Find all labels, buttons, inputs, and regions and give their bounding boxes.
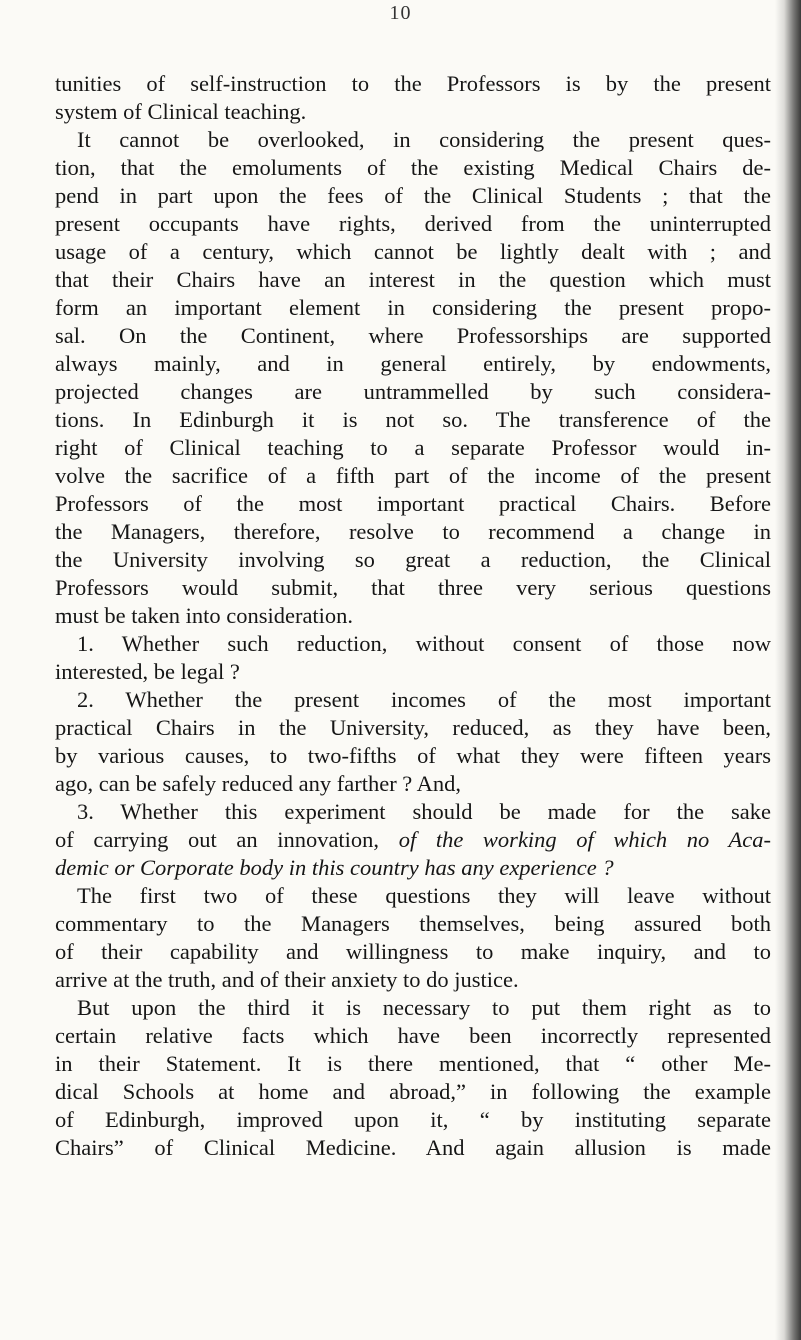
text-line-roman: dical Schools at home and abroad,” in following the example (55, 1079, 771, 1104)
text-line-roman: The first two of these questions they will leave without (77, 883, 771, 908)
text-line-roman: always mainly, and in general entirely, by endowments, (55, 351, 771, 376)
text-line (55, 826, 771, 854)
text-line (55, 70, 771, 98)
text-line-roman: the Managers, therefore, resolve to recommend a change in (55, 519, 771, 544)
text-line (55, 658, 771, 686)
text-line-roman: pend in part upon the fees of the Clinical Students ; that the (55, 183, 771, 208)
text-line (55, 994, 771, 1022)
text-line (55, 630, 771, 658)
text-line-roman: commentary to the Managers themselves, being assured both (55, 911, 771, 936)
text-line (55, 378, 771, 406)
text-line-roman: of carrying out an innovation, (55, 827, 380, 852)
text-line (55, 714, 771, 742)
text-line-roman: that their Chairs have an interest in the question which must (55, 267, 771, 292)
text-line-roman: tions. In Edinburgh it is not so. The transference of the (55, 407, 771, 432)
text-line-italic: demic or Corporate body in this country has any experience ? (55, 855, 614, 880)
text-line (55, 1134, 771, 1162)
text-line (55, 154, 771, 182)
text-line-roman: projected changes are untrammelled by such considera- (55, 379, 771, 404)
text-line (55, 238, 771, 266)
text-line (55, 602, 771, 630)
text-line-roman: must be taken into consideration. (55, 603, 354, 628)
text-line-roman: tunities of self-instruction to the Professors is by the present (55, 71, 771, 96)
page-number: 10 (389, 2, 412, 24)
text-line (55, 126, 771, 154)
text-line (55, 518, 771, 546)
text-line-roman: 1. Whether such reduction, without consent of those now (77, 631, 771, 656)
text-line-roman: the University involving so great a reduction, the Clinical (55, 547, 771, 572)
text-line (55, 434, 771, 462)
text-line (55, 910, 771, 938)
text-line-roman: Chairs” of Clinical Medicine. And again allusion is made (55, 1135, 771, 1160)
text-line (55, 406, 771, 434)
text-line (55, 294, 771, 322)
text-line (55, 854, 771, 882)
text-line (55, 322, 771, 350)
text-line-roman: 3. Whether this experiment should be made for the sake (77, 799, 771, 824)
text-line-roman: practical Chairs in the University, reduced, as they have been, (55, 715, 771, 740)
text-line (55, 686, 771, 714)
text-line-roman: system of Clinical teaching. (55, 99, 307, 124)
text-line-roman: tion, that the emoluments of the existing Medical Chairs de- (55, 155, 771, 180)
text-line (55, 882, 771, 910)
text-line-roman: usage of a century, which cannot be lightly dealt with ; and (55, 239, 771, 264)
text-line (55, 1078, 771, 1106)
page-edge-shadow (775, 0, 801, 1340)
text-line (55, 574, 771, 602)
text-line (55, 770, 771, 798)
text-line-roman: right of Clinical teaching to a separate Professor would in- (55, 435, 771, 460)
text-line (55, 350, 771, 378)
text-line (55, 966, 771, 994)
text-line-roman: interested, be legal ? (55, 659, 240, 684)
text-line-roman: form an important element in considering the present propo- (55, 295, 771, 320)
text-line-roman: But upon the third it is necessary to put them right as to (77, 995, 771, 1020)
text-line-italic: of the working of which no Aca- (398, 827, 771, 852)
text-line (55, 742, 771, 770)
text-line-roman: Professors would submit, that three very serious questions (55, 575, 771, 600)
text-line-roman: by various causes, to two-fifths of what they were fifteen years (55, 743, 771, 768)
text-line (55, 798, 771, 826)
text-line (55, 1022, 771, 1050)
text-line-roman: sal. On the Continent, where Professorships are supported (55, 323, 771, 348)
text-line-roman: certain relative facts which have been incorrectly represented (55, 1023, 771, 1048)
text-line (55, 266, 771, 294)
text-line (55, 210, 771, 238)
body-text (55, 70, 771, 1162)
text-line (55, 546, 771, 574)
text-line (55, 1050, 771, 1078)
text-line-roman: It cannot be overlooked, in considering the present ques- (77, 127, 771, 152)
text-line-roman: Professors of the most important practical Chairs. Before (55, 491, 771, 516)
text-line (55, 938, 771, 966)
text-line-roman: volve the sacrifice of a fifth part of the income of the present (55, 463, 771, 488)
text-line-roman: arrive at the truth, and of their anxiety to do justice. (55, 967, 519, 992)
text-line (55, 490, 771, 518)
text-line-roman: 2. Whether the present incomes of the most important (77, 687, 771, 712)
text-line (55, 182, 771, 210)
text-line (55, 98, 771, 126)
text-line-roman: in their Statement. It is there mentioned, that “ other Me- (55, 1051, 771, 1076)
text-line-roman: ago, can be safely reduced any farther ? And, (55, 771, 462, 796)
text-line (55, 1106, 771, 1134)
text-line-roman: of their capability and willingness to make inquiry, and to (55, 939, 771, 964)
text-line-roman: of Edinburgh, improved upon it, “ by instituting separate (55, 1107, 771, 1132)
text-line-roman: present occupants have rights, derived from the uninterrupted (55, 211, 771, 236)
text-line (55, 462, 771, 490)
